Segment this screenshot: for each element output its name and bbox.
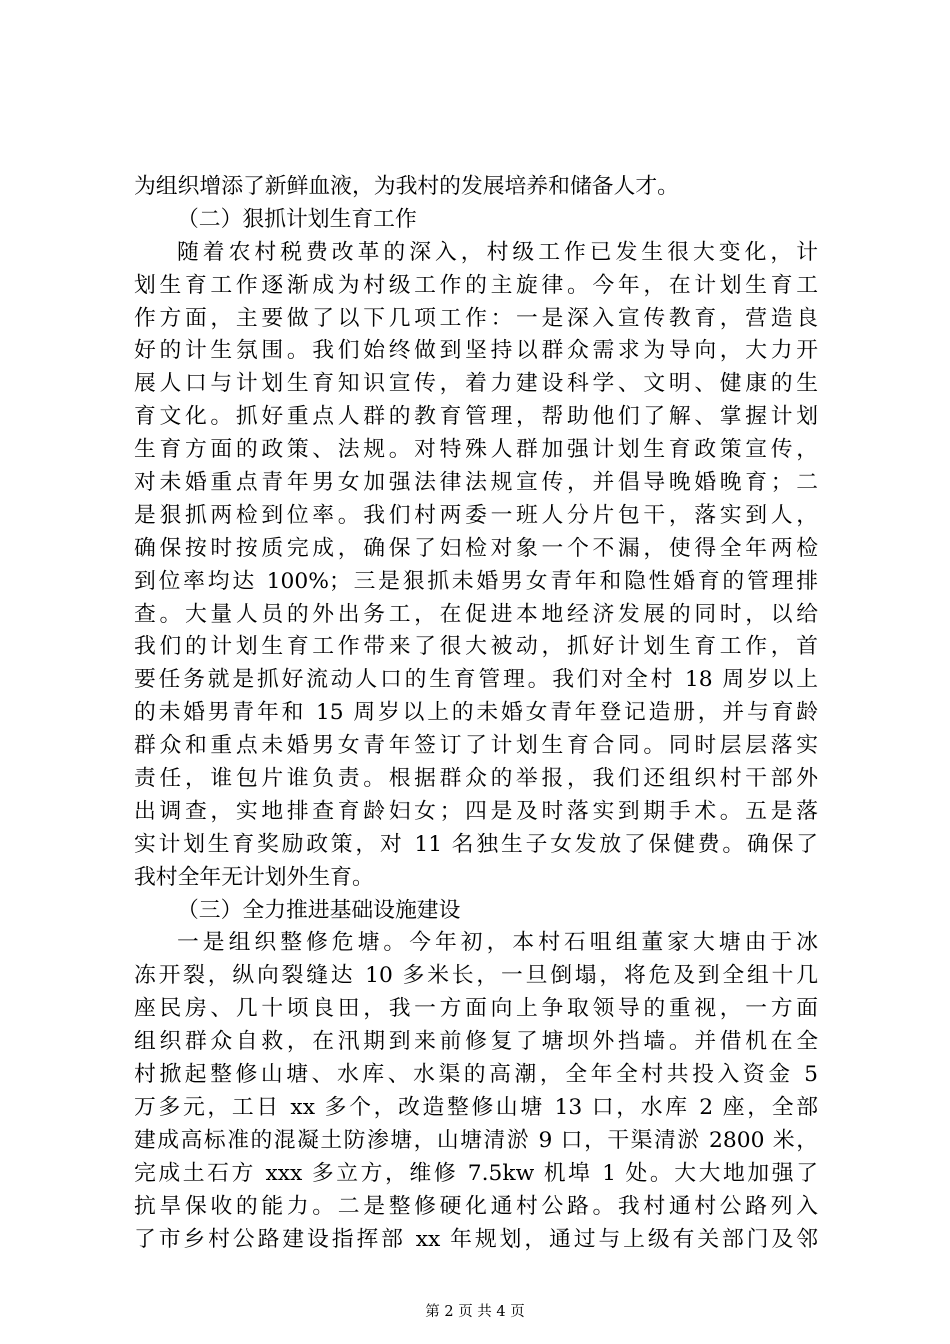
paragraph-line: 作方面，主要做了以下几项工作：一是深入宣传教育，营造良 bbox=[134, 305, 818, 331]
paragraph-line: 我村全年无计划外生育。 bbox=[134, 864, 374, 890]
section-heading-2: （二）狠抓计划生育工作 bbox=[177, 206, 417, 232]
paragraph-line: 查。大量人员的外出务工，在促进本地经济发展的同时，以给 bbox=[134, 601, 818, 627]
paragraph-line: 好的计生氛围。我们始终做到坚持以群众需求为导向，大力开 bbox=[134, 338, 818, 364]
paragraph-line: 对未婚重点青年男女加强法律法规宣传，并倡导晚婚晚育；二 bbox=[134, 470, 818, 496]
paragraph-line: 了市乡村公路建设指挥部 xx 年规划，通过与上级有关部门及邻 bbox=[134, 1226, 818, 1252]
paragraph-line: 随着农村税费改革的深入，村级工作已发生很大变化，计 bbox=[177, 239, 818, 265]
paragraph-line: 一是组织整修危塘。今年初，本村石咀组董家大塘由于冰 bbox=[177, 930, 818, 956]
paragraph-line: 的未婚男青年和 15 周岁以上的未婚女青年登记造册，并与育龄 bbox=[134, 700, 818, 726]
page-number-footer: 第 2 页 共 4 页 bbox=[425, 1304, 525, 1320]
paragraph-line: 划生育工作逐渐成为村级工作的主旋律。今年，在计划生育工 bbox=[134, 272, 818, 298]
paragraph-line: 座民房、几十顷良田，我一方面向上争取领导的重视，一方面 bbox=[134, 996, 818, 1022]
paragraph-line: 群众和重点未婚男女青年签订了计划生育合同。同时层层落实 bbox=[134, 733, 818, 759]
paragraph-line: 出调查，实地排查育龄妇女；四是及时落实到期手术。五是落 bbox=[134, 798, 818, 824]
paragraph-line: 村掀起整修山塘、水库、水渠的高潮，全年全村共投入资金 5 bbox=[134, 1062, 818, 1088]
paragraph-line: 要任务就是抓好流动人口的生育管理。我们对全村 18 周岁以上 bbox=[134, 667, 818, 693]
paragraph-line: 完成土石方 xxx 多立方，维修 7.5kw 机埠 1 处。大大地加强了 bbox=[134, 1160, 818, 1186]
paragraph-line: 为组织增添了新鲜血液，为我村的发展培养和储备人才。 bbox=[134, 174, 679, 199]
paragraph-line: 万多元，工日 xx 多个，改造整修山塘 13 口，水库 2 座，全部 bbox=[134, 1094, 818, 1120]
paragraph-line: 实计划生育奖励政策，对 11 名独生子女发放了保健费。确保了 bbox=[134, 831, 818, 857]
paragraph-line: 建成高标准的混凝土防渗塘，山塘清淤 9 口，干渠清淤 2800 米， bbox=[134, 1127, 818, 1153]
paragraph-line: 组织群众自救，在汛期到来前修复了塘坝外挡墙。并借机在全 bbox=[134, 1029, 818, 1055]
paragraph-line: 到位率均达 100%；三是狠抓未婚男女青年和隐性婚育的管理排 bbox=[134, 568, 818, 594]
paragraph-line: 确保按时按质完成，确保了妇检对象一个不漏，使得全年两检 bbox=[134, 535, 818, 561]
paragraph-line: 冻开裂，纵向裂缝达 10 多米长，一旦倒塌，将危及到全组十几 bbox=[134, 963, 818, 989]
paragraph-line: 展人口与计划生育知识宣传，着力建设科学、文明、健康的生 bbox=[134, 371, 818, 397]
paragraph-line: 我们的计划生育工作带来了很大被动，抓好计划生育工作，首 bbox=[134, 634, 818, 660]
paragraph-line: 育文化。抓好重点人群的教育管理，帮助他们了解、掌握计划 bbox=[134, 404, 818, 430]
paragraph-line: 是狠抓两检到位率。我们村两委一班人分片包干，落实到人， bbox=[134, 502, 818, 528]
section-heading-3: （三）全力推进基础设施建设 bbox=[177, 897, 461, 923]
paragraph-line: 生育方面的政策、法规。对特殊人群加强计划生育政策宣传， bbox=[134, 437, 818, 463]
document-body bbox=[134, 171, 818, 1256]
paragraph-line: 抗旱保收的能力。二是整修硬化通村公路。我村通村公路列入 bbox=[134, 1193, 818, 1219]
paragraph-line: 责任，谁包片谁负责。根据群众的举报，我们还组织村干部外 bbox=[134, 766, 818, 792]
